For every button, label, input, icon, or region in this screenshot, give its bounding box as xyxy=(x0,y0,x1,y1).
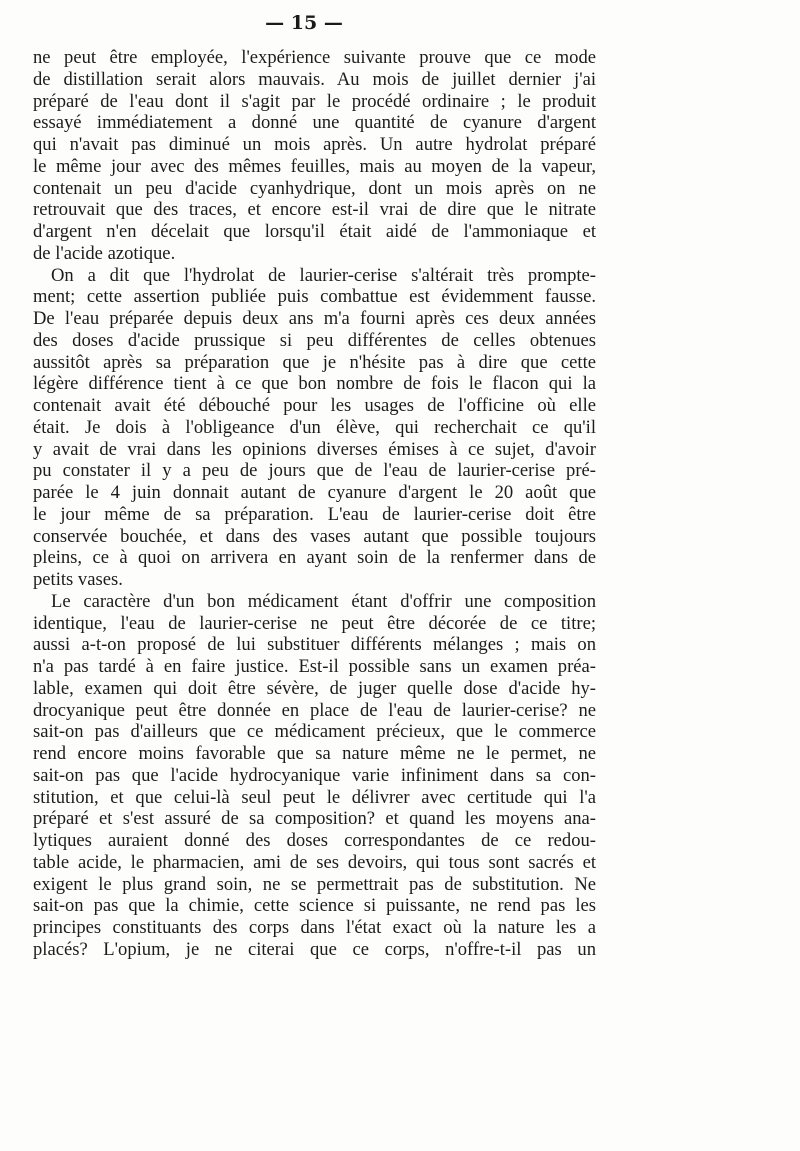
text-line: y avait de vrai dans les opinions diverses émises à ce sujet, d'avoir xyxy=(33,438,596,460)
text-line: pu constater il y a peu de jours que de l'eau de laurier-cerise pré- xyxy=(33,460,596,482)
text-line: essayé immédiatement a donné une quantité de cyanure d'argent xyxy=(33,112,596,134)
text-line: aussi a-t-on proposé de lui substituer différents mélanges ; mais on xyxy=(33,634,596,656)
paragraph xyxy=(33,47,596,265)
text-line: stitution, et que celui-là seul peut le délivrer avec certitude qui l'a xyxy=(33,786,596,808)
text-line: légère différence tient à ce que bon nombre de fois le flacon qui la xyxy=(33,373,596,395)
text-line: sait-on pas que l'acide hydrocyanique varie infiniment dans sa con- xyxy=(33,764,596,786)
text-line: retrouvait que des traces, et encore est-il vrai de dire que le nitrate xyxy=(33,199,596,221)
text-line: des doses d'acide prussique si peu différentes de celles obtenues xyxy=(33,329,596,351)
text-line: contenait avait été débouché pour les usages de l'officine où elle xyxy=(33,395,596,416)
text-line: de l'acide azotique. xyxy=(33,242,176,264)
text-line: lable, examen qui doit être sévère, de juger quelle dose d'acide hy- xyxy=(33,677,596,699)
text-line: parée le 4 juin donnait autant de cyanure d'argent le 20 août que xyxy=(33,482,596,503)
text-line: De l'eau préparée depuis deux ans m'a fourni après ces deux années xyxy=(33,308,596,329)
text-line: lytiques auraient donné des doses correspondantes de ce redou- xyxy=(33,830,596,851)
page-number: — 15 — xyxy=(265,12,343,34)
text-line: de distillation serait alors mauvais. Au mois de juillet dernier j'ai xyxy=(33,68,596,90)
text-line: d'argent n'en décelait que lorsqu'il était aidé de l'ammoniaque et xyxy=(33,221,596,242)
text-line: pleins, ce à quoi on arrivera en ayant soin de la renfermer dans de xyxy=(33,547,596,569)
text-line: identique, l'eau de laurier-cerise ne peut être décorée de ce titre; xyxy=(33,612,596,634)
paragraph xyxy=(33,265,596,591)
text-line: sait-on pas d'ailleurs que ce médicament précieux, que le commerce xyxy=(33,721,596,743)
text-line: le jour même de sa préparation. L'eau de laurier-cerise doit être xyxy=(33,503,596,525)
text-line: Le caractère d'un bon médicament étant d'offrir une composition xyxy=(51,590,596,612)
text-line: rend encore moins favorable que sa nature même ne le permet, ne xyxy=(33,743,596,764)
text-line: placés? L'opium, je ne citerai que ce corps, n'offre-t-il pas un xyxy=(33,938,596,960)
paragraph xyxy=(33,591,596,961)
text-line: aussitôt après sa préparation que je n'hésite pas à dire que cette xyxy=(33,351,596,373)
text-line: sait-on pas que la chimie, cette science si puissante, ne rend pas les xyxy=(33,895,596,917)
text-line: qui n'avait pas diminué un mois après. Un autre hydrolat préparé xyxy=(33,134,596,155)
text-line: le même jour avec des mêmes feuilles, mais au moyen de la vapeur, xyxy=(33,155,596,177)
text-line: petits vases. xyxy=(33,569,123,590)
text-line: préparé et s'est assuré de sa composition? et quand les moyens ana- xyxy=(33,808,596,830)
text-line: ne peut être employée, l'expérience suivante prouve que ce mode xyxy=(33,47,596,68)
text-line: préparé de l'eau dont il s'agit par le procédé ordinaire ; le produit xyxy=(33,90,596,112)
text-line: ment; cette assertion publiée puis combattue est évidemment fausse. xyxy=(33,286,596,308)
text-line: table acide, le pharmacien, ami de ses devoirs, qui tous sont sacrés et xyxy=(33,851,596,873)
text-line: était. Je dois à l'obligeance d'un élève, qui recherchait ce qu'il xyxy=(33,416,596,438)
body-text xyxy=(33,47,596,961)
text-line: drocyanique peut être donnée en place de l'eau de laurier-cerise? ne xyxy=(33,699,596,721)
text-line: principes constituants des corps dans l'état exact où la nature les a xyxy=(33,917,596,938)
text-line: contenait un peu d'acide cyanhydrique, dont un mois après on ne xyxy=(33,177,596,199)
text-line: n'a pas tardé à en faire justice. Est-il possible sans un examen préa- xyxy=(33,656,596,677)
text-line: exigent le plus grand soin, ne se permettrait pas de substitution. Ne xyxy=(33,873,596,895)
text-line: On a dit que l'hydrolat de laurier-cerise s'altérait très prompte- xyxy=(51,264,596,286)
text-line: conservée bouchée, et dans des vases autant que possible toujours xyxy=(33,525,596,547)
